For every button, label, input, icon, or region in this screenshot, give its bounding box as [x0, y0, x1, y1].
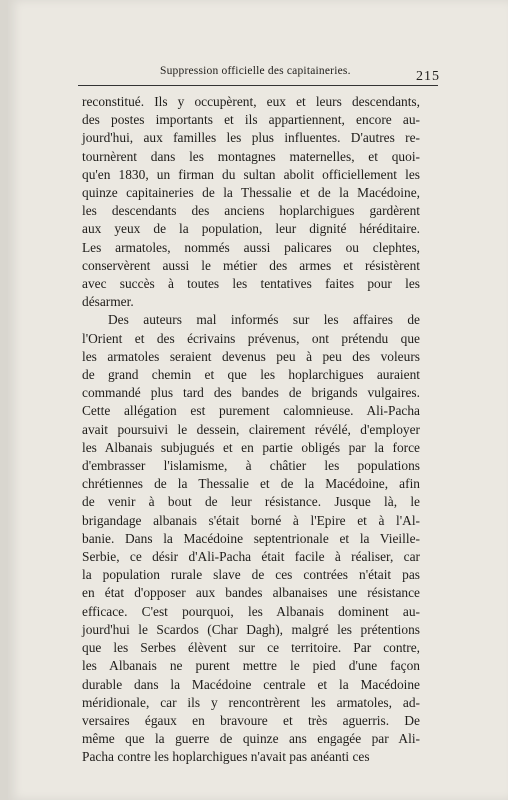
text-line: avec succès à toutes les tentatives faites pour les [82, 276, 420, 292]
book-page [8, 0, 508, 800]
text-line: Serbie, ce désir d'Ali-Pacha était facile à réaliser, car [82, 549, 420, 565]
text-line: en état d'opposer aux bandes albanaises une résistance [82, 585, 420, 601]
text-line: l'Orient et des écrivains prévenus, ont prétendu que [82, 330, 420, 346]
body-text [82, 93, 420, 767]
text-line: qu'en 1830, un firman du sultan abolit officiellement les [82, 166, 420, 182]
text-line: les Albanais ne purent mettre le pied d'une façon [82, 658, 420, 674]
text-line: banie. Dans la Macédoine septentrionale et la Vieille- [82, 530, 420, 546]
text-line: Des auteurs mal informés sur les affaires de [108, 312, 420, 328]
running-header [78, 63, 438, 86]
text-line: de grand chemin et que les hoplarchigues auraient [82, 367, 420, 383]
text-line: brigandage albanais s'était borné à l'Epire et à l'Al- [82, 512, 420, 528]
text-line: de venir à bout de leur résistance. Jusque là, le [82, 494, 420, 510]
text-line: aux yeux de la population, leur dignité héréditaire. [82, 221, 420, 237]
text-line: chrétiennes de la Thessalie et de la Macédoine, afin [82, 476, 420, 492]
text-line: d'embrasser l'islamisme, à châtier les populations [82, 458, 420, 474]
text-line: des postes importants et ils appartiennent, encore au- [82, 112, 420, 128]
text-line: efficace. C'est pourquoi, les Albanais dominent au- [82, 603, 420, 619]
paragraph [82, 93, 420, 311]
text-line: quinze capitaineries de la Thessalie et de la Macédoine, [82, 185, 420, 201]
text-line: jourd'hui, aux familles les plus influentes. D'autres re- [82, 130, 420, 146]
text-line: désarmer. [82, 294, 134, 310]
text-line: jourd'hui le Scardos (Char Dagh), malgré les prétentions [82, 621, 420, 637]
text-line: tournèrent dans les montagnes maternelles, et quoi- [82, 148, 420, 164]
chapter-heading: Suppression officielle des capitaineries. [160, 65, 351, 77]
text-line: avait poursuivi le dessein, clairement révélé, d'employer [82, 421, 420, 437]
text-line: la population rurale slave de ces contrées n'était pas [82, 567, 420, 583]
text-line: même que la guerre de quinze ans engagée par Ali- [82, 731, 420, 747]
text-line: Cette allégation est purement calomnieuse. Ali-Pacha [82, 403, 420, 419]
text-line: versaires égaux en bravoure et très aguerris. De [82, 712, 420, 728]
text-line: que les Serbes élèvent sur ce territoire. Par contre, [82, 640, 420, 656]
text-line: durable dans la Macédoine centrale et la Macédoine [82, 676, 420, 692]
text-line: Pacha contre les hoplarchigues n'avait pas anéanti ces [82, 749, 370, 765]
text-line: Les armatoles, nommés aussi palicares ou clephtes, [82, 239, 420, 255]
text-line: conservèrent aussi le métier des armes et résistèrent [82, 257, 420, 273]
text-line: les descendants des anciens hoplarchigues gardèrent [82, 203, 420, 219]
text-line: méridionale, car ils y rencontrèrent les armatoles, ad- [82, 694, 420, 710]
page-number: 215 [416, 69, 440, 84]
text-line: commandé plus tard des bandes de brigands vulgaires. [82, 385, 420, 401]
text-line: les Albanais subjugués et en partie obligés par la force [82, 439, 420, 455]
text-line: les armatoles seraient devenus peu à peu des voleurs [82, 348, 420, 364]
paragraph [82, 311, 420, 766]
text-line: reconstitué. Ils y occupèrent, eux et leurs descendants, [82, 94, 420, 109]
